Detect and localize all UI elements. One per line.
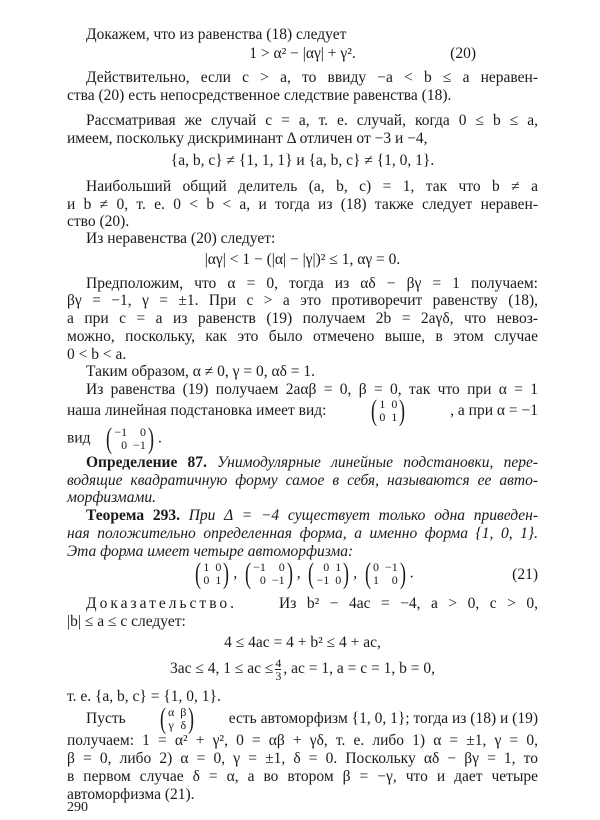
text-line: Рассматривая же случай c = a, т. е. случай, когда 0 ≤ b ≤ a, bbox=[86, 112, 538, 129]
text-line: βγ = −1, γ = ±1. При c > a это противоречит равенству (18), bbox=[67, 292, 538, 309]
text-line: водящие квадратичную форму самое в себя, называются ее авто- bbox=[67, 472, 538, 489]
theorem-label: Теорема 293. bbox=[86, 507, 180, 524]
matrix-identity: ( 1 0 0 1 ) bbox=[371, 394, 406, 427]
text-line: Наибольший общий делитель (a, b, c) = 1, так что b ≠ a bbox=[86, 178, 538, 195]
matrix: ( 0 1 −1 0 ) bbox=[308, 557, 350, 590]
text: наша линейная подстановка имеет вид: bbox=[67, 402, 327, 419]
text-line: ная положительно определенная форма, а именно форма {1, 0, 1}. bbox=[67, 525, 538, 542]
text-line: Действительно, если c > a, то ввиду −a < b ≤ a неравен- bbox=[86, 69, 538, 86]
matrix-general: ( α β γ δ ) bbox=[159, 702, 195, 735]
text-line: 0 < b < a. bbox=[67, 346, 127, 363]
text-line: можно, поскольку, как это было отмечено выше, в этом случае bbox=[67, 328, 538, 345]
formula: 3ac ≤ 4, 1 ≤ ac ≤ $\frac{4}{3}$ , ac = 1, a = c = 1, b = 0, bbox=[169, 655, 436, 683]
formula: {a, b, c} ≠ {1, 1, 1} и {a, b, c} ≠ {1, 0, 1}. bbox=[170, 152, 435, 169]
matrix-neg-identity: ( −1 0 0 −1 ) bbox=[106, 422, 154, 455]
text-line-with-matrix: Пусть ( α β γ δ ) есть автоморфизм {1, 0, 1}; тогда из (18) и (19) bbox=[86, 702, 538, 735]
formula-20 bbox=[67, 45, 538, 63]
text-line: в первом случае δ = α, а во втором β = −γ, что и дает четыре bbox=[67, 768, 538, 785]
text-line: получаем: 1 = α² + γ², 0 = αβ + γδ, т. е. либо 1) α = ±1, γ = 0, bbox=[67, 732, 538, 749]
automorphisms-formula: ( 1 0 0 1 ) , ( −1 0 0 −1 ) , ( 0 1 −1 0 ) , ( 0 −1 1 0 ) . (21) bbox=[195, 557, 538, 590]
fraction: $\frac{4}{3}$ bbox=[275, 655, 282, 683]
formula: 1 > α² − |αγ| + γ². bbox=[249, 45, 356, 62]
text-line: автоморфизма (21). bbox=[67, 786, 195, 803]
text-line: |b| ≤ a ≤ c следует: bbox=[67, 613, 186, 630]
text-line: Из равенства (19) получаем 2aαβ = 0, β = 0, так что при α = 1 bbox=[86, 381, 538, 398]
definition-label: Определение 87. bbox=[86, 454, 207, 471]
text-line: и b ≠ 0, т. е. 0 < b < a, и тогда из (18) также следует неравен- bbox=[67, 196, 538, 213]
theorem-293: Теорема 293. При Δ = −4 существует только одна приведен- bbox=[86, 507, 539, 524]
formula: |αγ| < 1 − (|α| − |γ|)² ≤ 1, αγ = 0. bbox=[204, 251, 401, 268]
equation-number: (20) bbox=[450, 45, 476, 62]
text-line: β = 0, либо 2) α = 0, γ = ±1, δ = 0. Поскольку αδ − βγ = 1, то bbox=[67, 750, 538, 767]
matrix: ( 0 −1 1 0 ) bbox=[364, 557, 406, 590]
text-line: Предположим, что α = 0, тогда из αδ − βγ = 1 получаем: bbox=[86, 275, 538, 292]
text-line: Докажем, что из равенства (18) следует bbox=[86, 26, 347, 43]
text-line: ство (20). bbox=[67, 213, 130, 230]
text-line: морфизмами. bbox=[67, 489, 156, 506]
text-line-with-matrix bbox=[67, 396, 538, 426]
text-line: Из неравенства (20) следует: bbox=[86, 230, 276, 247]
page-number: 290 bbox=[67, 800, 88, 815]
text-line: ства (20) есть непосредственное следствие равенства (18). bbox=[67, 87, 452, 104]
text-line: Эта форма имеет четыре автоморфизма: bbox=[67, 543, 354, 560]
matrix: ( −1 0 0 −1 ) bbox=[245, 557, 293, 590]
text-line: т. е. {a, b, c} = {1, 0, 1}. bbox=[67, 688, 221, 705]
text: вид bbox=[67, 429, 91, 447]
proof-label: Доказательство. bbox=[86, 595, 238, 612]
text-line: имеем, поскольку дискриминант Δ отличен от −3 и −4, bbox=[67, 130, 428, 147]
proof-start: Доказательство. Из b² − 4ac = −4, a > 0, c > 0, bbox=[86, 595, 538, 612]
equation-number: (21) bbox=[512, 566, 538, 583]
formula: 4 ≤ 4ac = 4 + b² ≤ 4 + ac, bbox=[224, 634, 381, 651]
definition-87: Определение 87. Унимодулярные линейные подстановки, пере- bbox=[86, 454, 539, 471]
text-line-with-matrix: вид ( −1 0 0 −1 ) . bbox=[67, 422, 162, 455]
text-line: Таким образом, α ≠ 0, γ = 0, αδ = 1. bbox=[86, 363, 316, 380]
text: , а при α = −1 bbox=[450, 402, 538, 419]
text-line: а при c = a из равенств (19) получаем 2b = 2aγδ, что невоз- bbox=[67, 310, 538, 327]
matrix: ( 1 0 0 1 ) bbox=[195, 557, 230, 590]
